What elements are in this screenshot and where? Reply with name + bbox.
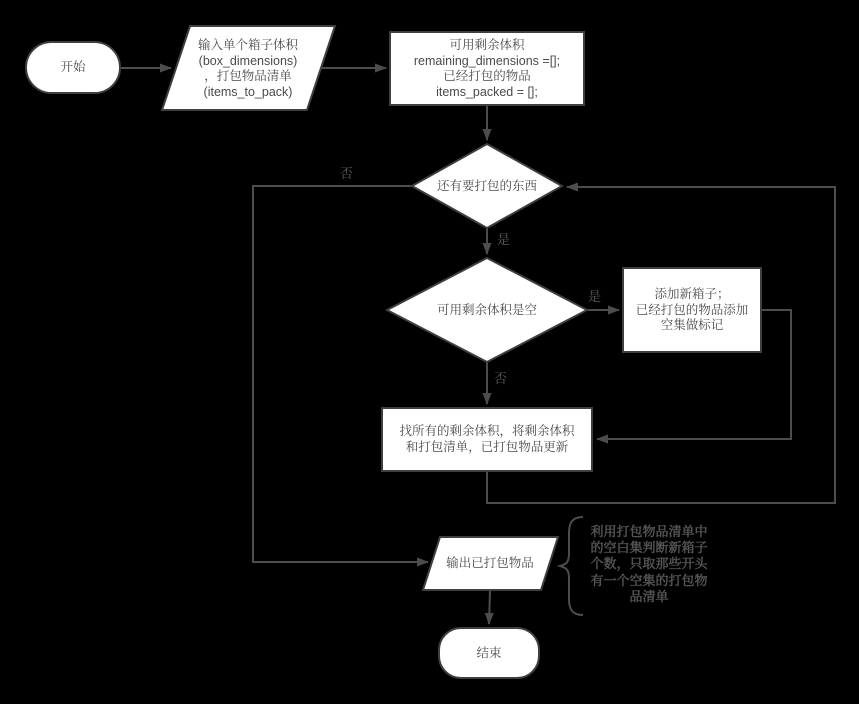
- decision-space-empty-label: 可用剩余体积是空: [436, 303, 537, 317]
- annotation-line: 有一个空集的打包物: [590, 572, 708, 588]
- init-label-line: items_packed = [];: [436, 84, 538, 99]
- input-label-line: ，打包物品清单: [204, 69, 292, 83]
- add-box-label: [625, 287, 759, 334]
- annotation-line: 个数，只取那些开头: [590, 556, 708, 572]
- edge-label-decision1-yes: 是: [497, 232, 511, 247]
- init-label-line: 已经打包的物品: [443, 69, 531, 83]
- add-box-label-line: 添加新箱子；: [654, 287, 730, 301]
- edge-label-decision2-yes: 是: [588, 289, 602, 304]
- edge-label-decision2-no: 否: [494, 371, 508, 386]
- annotation-brace-icon: [560, 517, 583, 615]
- input-label-line: (box_dimensions): [198, 53, 298, 68]
- decision-more-items-label: 还有要打包的东西: [436, 179, 537, 193]
- input-label-line: 输入单个箱子体积: [197, 38, 298, 52]
- annotation-line: 利用打包物品清单中: [590, 524, 708, 539]
- update-label: [384, 424, 590, 455]
- input-label-line: (items_to_pack): [203, 84, 293, 99]
- input-label: [168, 38, 328, 100]
- init-label-line: remaining_dimensions =[];: [413, 53, 561, 68]
- add-box-label-line: 空集做标记: [660, 318, 724, 332]
- edge-label-decision1-no: 否: [340, 166, 354, 181]
- add-box-label-line: 已经打包的物品添加: [635, 302, 749, 317]
- annotation-line: 品清单: [629, 588, 669, 604]
- init-label: [390, 38, 584, 100]
- end-label: 结束: [476, 646, 502, 660]
- annotation-text: [584, 524, 714, 605]
- update-label-line: 和打包清单，已打包物品更新: [405, 439, 569, 454]
- edge-decision1-no-output: [253, 186, 428, 562]
- output-label: 输出已打包物品: [446, 556, 534, 570]
- start-label: 开始: [60, 60, 86, 74]
- init-label-line: 可用剩余体积: [449, 38, 525, 52]
- update-label-line: 找所有的剩余体积，将剩余体积: [399, 424, 575, 438]
- edge-output-end: [489, 591, 490, 624]
- annotation-line: 的空白集判断新箱子: [590, 540, 708, 556]
